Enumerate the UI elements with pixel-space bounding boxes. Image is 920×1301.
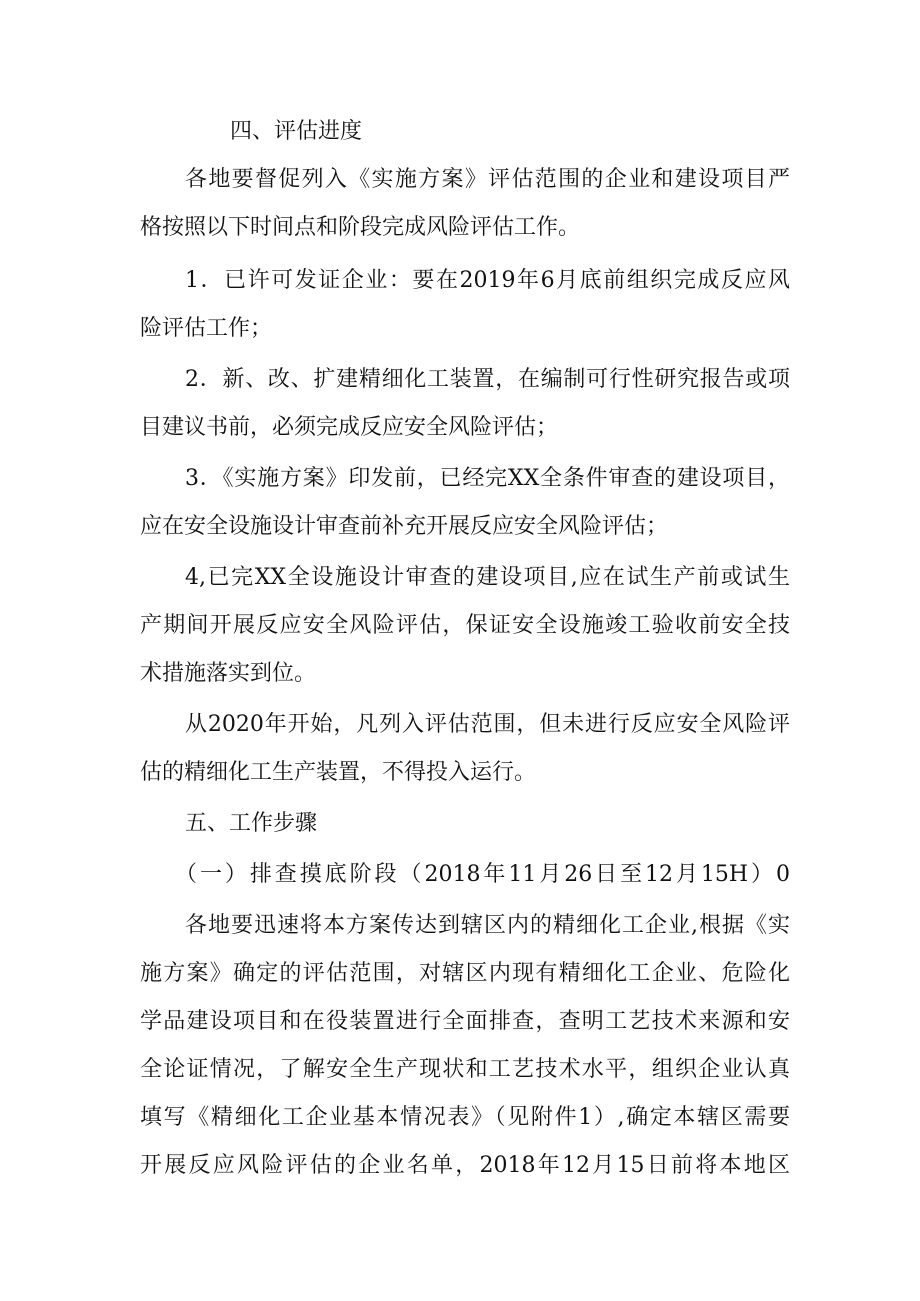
paragraph-line: 学品建设项目和在役装置进行全面排查，查明工艺技术来源和安 (140, 1009, 790, 1034)
paragraph-line: 从2020年开始，凡列入评估范围，但未进行反应安全风险评 (185, 712, 790, 737)
list-item-line: 1．已许可发证企业：要在2019年6月底前组织完成反应风 (185, 268, 790, 293)
paragraph-line: 施方案》确定的评估范围，对辖区内现有精细化工企业、危险化 (140, 961, 790, 986)
paragraph-line: 全论证情况，了解安全生产现状和工艺技术水平，组织企业认真 (140, 1057, 790, 1082)
list-item-line: 产期间开展反应安全风险评估，保证安全设施竣工验收前安全技 (140, 613, 790, 638)
list-item-line: 3．《实施方案》印发前，已经完XX全条件审查的建设项目， (185, 466, 790, 491)
paragraph-line: 填写《精细化工企业基本情况表》（见附件1）,确定本辖区需要 (140, 1105, 790, 1130)
list-item-line: 4,已完XX全设施设计审查的建设项目,应在试生产前或试生 (185, 565, 790, 590)
list-item-line: 险评估工作； (140, 316, 273, 341)
list-item-line: 术措施落实到位。 (140, 661, 317, 686)
paragraph-line: 格按照以下时间点和阶段完成风险评估工作。 (140, 215, 581, 240)
paragraph-line: 估的精细化工生产装置，不得投入运行。 (140, 760, 537, 785)
paragraph-line: 各地要迅速将本方案传达到辖区内的精细化工企业,根据《实 (185, 913, 790, 938)
section-heading-work-steps: 五、工作步骤 (185, 811, 318, 836)
paragraph-line: 开展反应风险评估的企业名单，2018年12月15日前将本地区 (140, 1153, 790, 1178)
list-item-line: 应在安全设施设计审查前补充开展反应安全风险评估； (140, 514, 669, 539)
subsection-heading-survey-stage: （一）排查摸底阶段（2018年11月26日至12月15H）0 (175, 862, 790, 887)
list-item-line: 2．新、改、扩建精细化工装置，在编制可行性研究报告或项 (185, 367, 790, 392)
paragraph-line: 各地要督促列入《实施方案》评估范围的企业和建设项目严 (185, 167, 790, 192)
list-item-line: 目建议书前，必须完成反应安全风险评估； (140, 415, 559, 440)
section-heading-evaluation-progress: 四、评估进度 (230, 119, 363, 144)
